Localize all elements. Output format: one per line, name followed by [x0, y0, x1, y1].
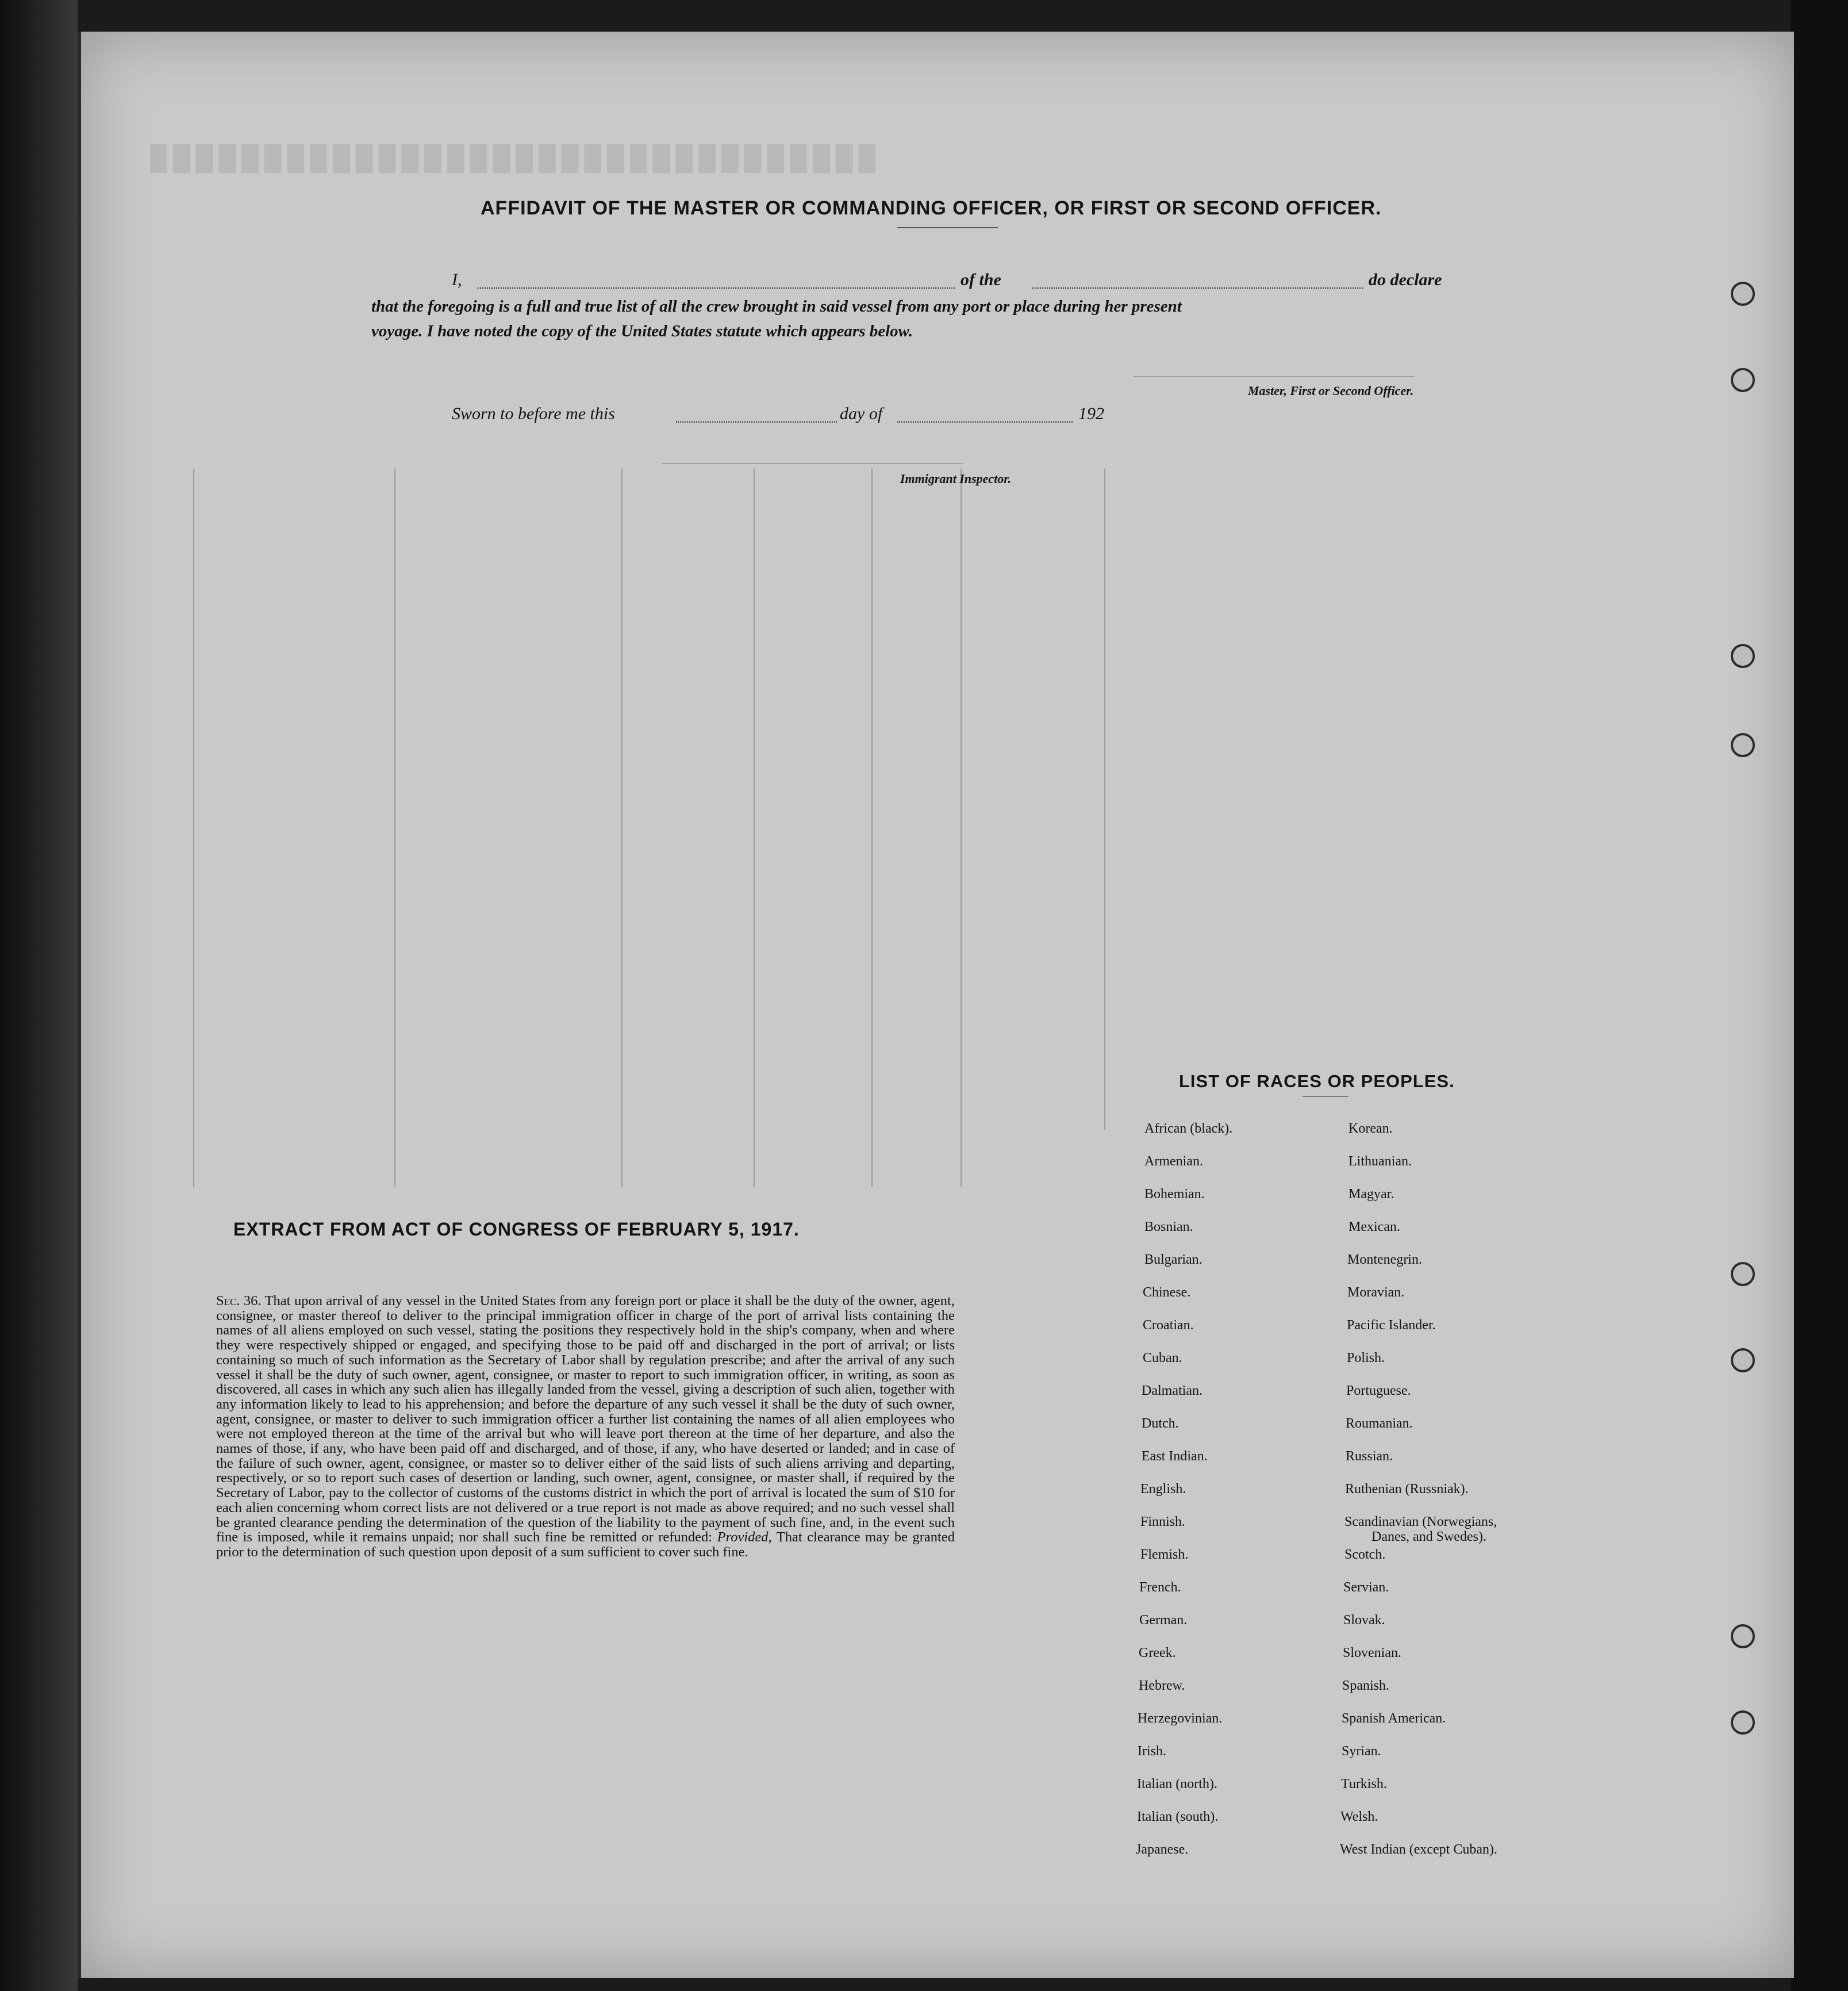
race-item: Polish.	[1347, 1351, 1385, 1365]
race-item: English.	[1140, 1482, 1186, 1497]
race-item: Herzegovinian.	[1138, 1711, 1223, 1726]
affidavit-of-the-label: of the	[961, 270, 1001, 289]
race-item: Armenian.	[1144, 1154, 1203, 1169]
column-rule	[1104, 469, 1105, 1130]
binder-hole	[1731, 368, 1755, 392]
document-page	[78, 32, 1794, 1978]
race-item: Japanese.	[1136, 1842, 1189, 1857]
race-item: Roumanian.	[1346, 1416, 1413, 1431]
race-item: Korean.	[1348, 1121, 1393, 1136]
race-item: Slovenian.	[1343, 1645, 1401, 1660]
race-item: Welsh.	[1340, 1809, 1378, 1824]
race-item: Bosnian.	[1144, 1219, 1193, 1234]
extract-title: EXTRACT FROM ACT OF CONGRESS OF FEBRUARY 5, 1917.	[233, 1219, 800, 1240]
bleed-through-text: ████████████████████████████████	[150, 144, 882, 171]
binder-hole	[1731, 1624, 1755, 1648]
race-item: Dutch.	[1142, 1416, 1179, 1431]
race-item: Bulgarian.	[1144, 1252, 1202, 1267]
day-of-label: day of	[840, 404, 883, 423]
race-item: Chinese.	[1143, 1285, 1191, 1300]
binder-hole	[1731, 1710, 1755, 1735]
scan-right-edge	[1791, 0, 1848, 1991]
sworn-day-blank[interactable]	[676, 421, 837, 423]
race-item: East Indian.	[1142, 1449, 1208, 1464]
inspector-caption: Immigrant Inspector.	[900, 471, 1012, 486]
race-item: French.	[1139, 1580, 1181, 1595]
race-item: African (black).	[1144, 1121, 1233, 1136]
binder-hole	[1731, 1262, 1755, 1286]
year-label: 192	[1078, 404, 1104, 423]
binder-hole	[1731, 282, 1755, 306]
column-rule	[754, 469, 755, 1187]
race-item: Portuguese.	[1346, 1383, 1411, 1398]
column-rule	[871, 469, 873, 1187]
affidavit-title: AFFIDAVIT OF THE MASTER OR COMMANDING OFFICER, OR FIRST OR SECOND OFFICER.	[481, 197, 1382, 219]
race-item: Italian (south).	[1137, 1809, 1219, 1824]
race-item: Italian (north).	[1137, 1777, 1217, 1791]
column-rule	[394, 469, 395, 1187]
race-item: Montenegrin.	[1347, 1252, 1422, 1267]
race-item: Syrian.	[1342, 1744, 1381, 1759]
race-item: German.	[1139, 1613, 1188, 1628]
signature-caption: Master, First or Second Officer.	[1248, 383, 1414, 398]
extract-text: That upon arrival of any vessel in the United States from any foreign port or place it shall be the duty of the owner, agent, consignee, or master thereof to deliver to the principal immigration officer in charge of the port of arrival lists containing the names of all aliens employed on such vessel, stating the positions they respectively hold in the ship's company, when and where they were respectively shipped or engaged, and specifying those to be paid off and discharged in the port of arrival; or lists containing so much of such information as the Secretary of Labor shall by regulation prescribe; and after the arrival of any such vessel it shall be the duty of such owner, agent, consignee, or master to report to such immigration officer, in writing, as soon as discovered, all cases in which any such alien has illegally landed from the vessel, giving a description of such alien, together with any information likely to lead to his apprehension; and before the departure of any such vessel it shall be the duty of such owner, agent, consignee, or master to deliver to such immigration officer a further list containing the names of all alien employees who were not employed thereon at the time of the arrival but who will leave port thereon at the time of her departure, and also the names of those, if any, who have been paid off and discharged, and of those, if any, who have deserted or landed; and in case of the failure of such owner, agent, consignee, or master so to deliver either of the said lists of such aliens arriving and departing, respectively, or so to report such cases of desertion or landing, such owner, agent, consignee, or master shall, if required by the Secretary of Labor, pay to the collector of customs of the customs district in which the port of arrival is located the sum of $10 for each alien concerning whom correct lists are not delivered or a true report is not made as above required; and no such vessel shall be granted clearance pending the determination of the question of the liability to the payment of such fine, and, in the event such fine is imposed, while it remains unpaid; nor shall such fine be remitted or refunded:	[216, 1293, 955, 1545]
binder-hole	[1731, 733, 1755, 757]
race-item: Cuban.	[1143, 1351, 1182, 1365]
race-item: Turkish.	[1341, 1777, 1387, 1791]
vessel-blank[interactable]	[1032, 287, 1363, 289]
race-item: Servian.	[1343, 1580, 1389, 1595]
race-item: Croatian.	[1143, 1318, 1194, 1333]
column-rule	[961, 469, 962, 1187]
race-item: Irish.	[1138, 1744, 1166, 1759]
race-item: Spanish.	[1342, 1678, 1390, 1693]
races-title: LIST OF RACES OR PEOPLES.	[1179, 1071, 1455, 1091]
affidavit-line-3: voyage. I have noted the copy of the United States statute which appears below.	[371, 322, 913, 340]
race-item: Flemish.	[1140, 1547, 1189, 1562]
race-item: West Indian (except Cuban).	[1340, 1842, 1497, 1857]
race-item: Mexican.	[1348, 1219, 1400, 1234]
affidavit-i-label: I,	[452, 270, 462, 289]
name-blank[interactable]	[478, 287, 955, 289]
affidavit-line-2: that the foregoing is a full and true list of all the crew brought in said vessel from any port or place during her present	[371, 297, 1182, 316]
column-rule	[621, 469, 623, 1187]
race-item: Hebrew.	[1139, 1678, 1185, 1693]
race-item: Russian.	[1346, 1449, 1393, 1464]
column-rule	[193, 469, 194, 1187]
race-item: Finnish.	[1140, 1514, 1186, 1529]
sworn-label: Sworn to before me this	[452, 404, 615, 423]
race-item: Spanish American.	[1342, 1711, 1446, 1726]
binder-hole	[1731, 644, 1755, 668]
race-item: Moravian.	[1347, 1285, 1405, 1300]
extract-provided: Provided,	[717, 1529, 772, 1545]
race-item: Magyar.	[1348, 1187, 1394, 1202]
race-item: Greek.	[1139, 1645, 1176, 1660]
races-title-underline	[1303, 1096, 1348, 1097]
race-item: Dalmatian.	[1142, 1383, 1202, 1398]
race-item: Ruthenian (Russniak).	[1345, 1482, 1469, 1497]
extract-body	[216, 1294, 955, 1560]
binder-hole	[1731, 1348, 1755, 1372]
race-item: Slovak.	[1343, 1613, 1385, 1628]
affidavit-do-declare: do declare	[1369, 270, 1442, 289]
race-item: Pacific Islander.	[1347, 1318, 1436, 1333]
extract-text-end: That clearance may be granted prior to the determination of such question upon deposit of a sum sufficient to cover such fine.	[216, 1529, 955, 1560]
month-blank[interactable]	[897, 421, 1073, 423]
race-item: Bohemian.	[1144, 1187, 1205, 1202]
extract-section: Sec. 36.	[216, 1293, 262, 1309]
race-item: Scotch.	[1344, 1547, 1386, 1562]
title-underline	[897, 227, 998, 228]
race-item-continuation: Danes, and Swedes).	[1371, 1529, 1486, 1544]
scan-left-edge	[0, 0, 78, 1991]
race-item: Lithuanian.	[1348, 1154, 1412, 1169]
race-item: Scandinavian (Norwegians,	[1344, 1514, 1497, 1529]
